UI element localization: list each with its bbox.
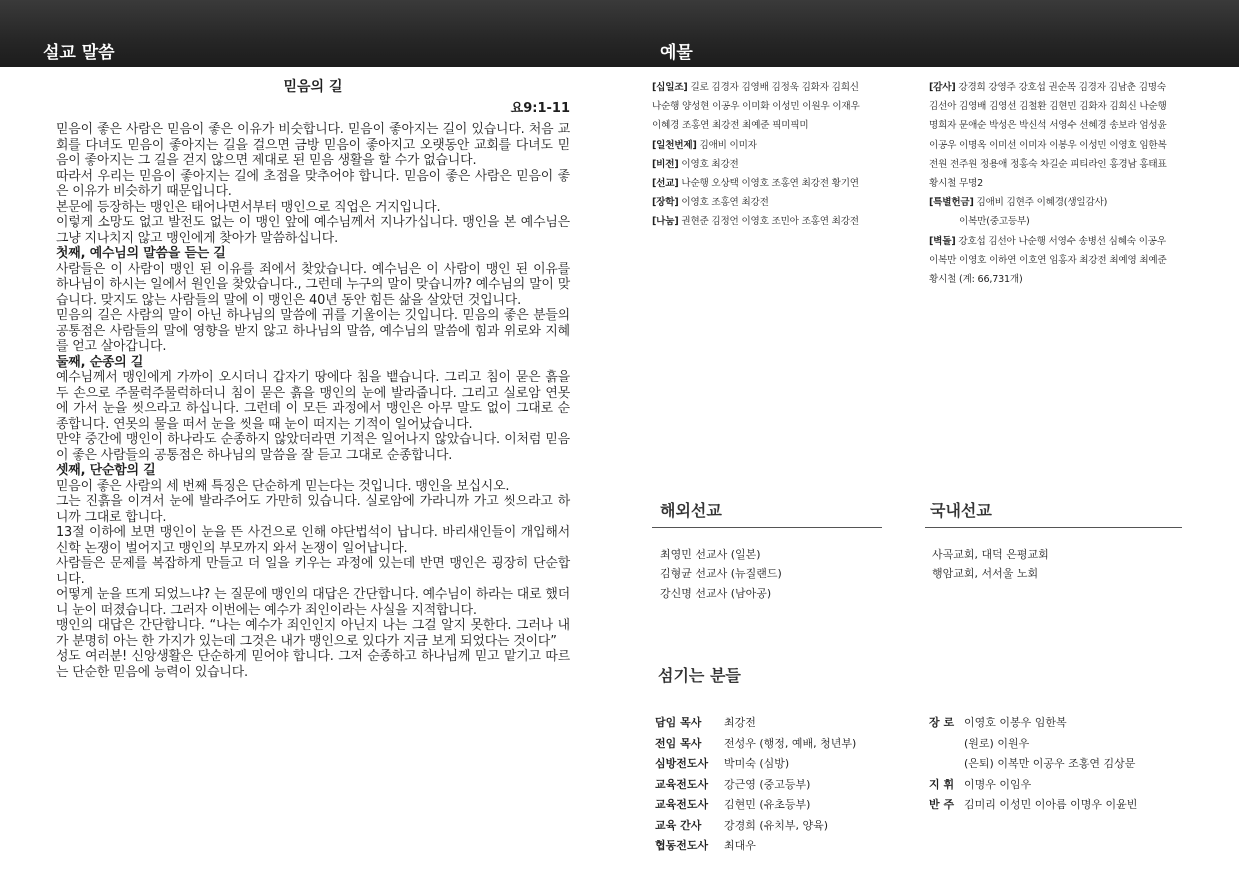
offering-names: 길로 김경자 김영배 김정욱 김화자 김희신 <box>690 82 859 93</box>
offering-names: 김애비 이미자 <box>699 139 757 151</box>
offering-names: 황시철 무명2 <box>929 178 984 190</box>
sermon-paragraph: 예수님께서 맹인에게 가까이 오시더니 갑자기 땅에다 침을 뱉습니다. 그리고 침이 묻은 흙을 두 손으로 주물럭주물럭하더니 침이 묻은 흙을 맹인의 눈에 발라줍니다. 그리고 실로암 연못에 가서 눈을 씻으라고 하십니다. 그런데 이 모든 과정에서 맹인은 아무 말도 없이 그대로 순종합니다. 연못의 물을 떠서 눈을 씻을 때 눈이 떠지는 기적이 일어났습니다. <box>56 370 570 432</box>
offering-row <box>652 212 912 231</box>
staff-role: 심방전도사 <box>655 757 709 770</box>
offering-list-right <box>929 78 1209 289</box>
offering-names: 이복만(중고등부) <box>959 216 1030 228</box>
offering-category: [십일조] <box>652 82 688 93</box>
staff-name: 전성우 (행정, 예배, 청년부) <box>724 736 857 750</box>
offering-row <box>929 136 1209 155</box>
offering-names: 황시철 (계: 66,731개) <box>929 274 1023 286</box>
staff-row <box>929 754 1137 775</box>
staff-name: 강근영 (중고등부) <box>724 777 811 791</box>
staff-name: 김현민 (유초등부) <box>724 798 811 811</box>
staff-row <box>929 734 1137 755</box>
mission-item: 강신명 선교사 (남아공) <box>660 586 772 600</box>
offering-category: [감사] <box>929 82 956 93</box>
offering-row <box>929 174 1209 193</box>
mission-item: 사곡교회, 대덕 은평교회 <box>932 548 1049 561</box>
offering-row <box>652 116 912 135</box>
offering-category: [장학] <box>652 197 679 209</box>
staff-role: 담임 목사 <box>655 716 702 729</box>
sermon-paragraph: 맹인의 대답은 간단합니다. “나는 예수가 죄인인지 아닌지 나는 그걸 알지 못한다. 그러나 내가 분명히 아는 한 가지가 있는데 그것은 내가 맹인으로 있다가 지금 보게 되었다는 것이다” <box>56 618 570 649</box>
sermon-paragraph: 따라서 우리는 믿음이 좋아지는 길에 초점을 맞추어야 합니다. 믿음이 좋은 사람은 믿음이 좋은 이유가 비슷하기 때문입니다. <box>56 168 570 199</box>
staff-name: (원로) 이원우 <box>964 736 1030 750</box>
offering-row <box>652 174 912 193</box>
domestic-mission-title: 국내선교 <box>930 501 992 520</box>
staff-role: 장 로 <box>929 716 955 729</box>
sermon-paragraph: 믿음이 좋은 사람의 세 번째 특징은 단순하게 믿는다는 것입니다. 맹인을 보십시오. <box>56 478 510 494</box>
sermon-title: 믿음의 길 <box>283 79 343 95</box>
offering-category: [비전] <box>652 158 679 170</box>
sermon-paragraph: 본문에 등장하는 맹인은 태어나면서부터 맹인으로 직업은 거지입니다. <box>56 199 441 215</box>
sermon-paragraph: 믿음이 좋은 사람은 믿음이 좋은 이유가 비슷합니다. 믿음이 좋아지는 길이 있습니다. 처음 교회를 다녀도 믿음이 좋아지는 길을 걸으면 금방 믿음이 좋아지고 오랫동안 교회를 다녀도 믿음이 좋아지는 그 길을 걷지 않으면 제대로 된 믿음 생활을 할 수가 없습니다. <box>56 122 570 168</box>
staff-role: 반 주 <box>929 798 955 811</box>
sermon-paragraph: 믿음의 길은 사람의 말이 아닌 하나님의 말씀에 귀를 기울이는 깃입니다. 믿음의 좋은 분들의 공통점은 사람들의 말에 영향을 받지 않고 하나님의 말씀, 예수님의 말씀에 힘과 위로와 지혜를 얻고 살아갑니다. <box>56 308 570 354</box>
staff-role: 교육전도사 <box>655 777 709 791</box>
offering-names: 나순행 양성현 이공우 이미화 이성민 이원우 이재우 <box>652 101 860 113</box>
staff-row <box>655 734 856 755</box>
offering-row <box>652 78 912 97</box>
staff-row <box>929 713 1137 734</box>
staff-name: 이명우 이임우 <box>964 777 1032 791</box>
sermon-paragraph: 어떻게 눈을 뜨게 되었느냐? 는 질문에 맹인의 대답은 간단합니다. 예수님이 하라는 대로 했더니 눈이 떠졌습니다. 그러자 이번에는 예수가 죄인이라는 사실을 지적합니다. <box>56 587 570 618</box>
sermon-paragraph: 만약 중간에 맹인이 하나라도 순종하지 않았더라면 기적은 일어나지 않았습니다. 이처럼 믿음이 좋은 사람들의 공통점은 하나님의 말씀을 잘 듣고 그대로 순종합니다. <box>56 432 570 463</box>
staff-list-left <box>655 713 856 857</box>
offering-names: 이영호 최강전 <box>681 158 739 170</box>
mission-item: 최영민 선교사 (일본) <box>660 548 761 561</box>
staff-name: 김미리 이성민 이아름 이명우 이윤빈 <box>964 798 1138 811</box>
offering-names: 이영호 조홍연 최강전 <box>681 197 769 209</box>
sermon-body <box>56 122 570 680</box>
sermon-column <box>56 76 570 680</box>
offering-names: 나순행 오상택 이영호 조홍연 최강전 황기연 <box>681 178 859 190</box>
overseas-mission-divider <box>652 527 882 528</box>
staff-role: 전임 목사 <box>655 736 702 750</box>
sermon-paragraph: 이렇게 소망도 없고 발전도 없는 이 맹인 앞에 예수님께서 지나가십니다. 맹인을 본 예수님은 그냥 지나치지 않고 맹인에게 찾아가 말씀하십니다. <box>56 215 570 246</box>
offering-section-title: 예물 <box>660 43 693 63</box>
staff-name: 최강전 <box>724 716 756 729</box>
offering-names: 김애비 김현주 이혜경(생일감사) <box>976 197 1108 209</box>
offering-row <box>929 193 1209 212</box>
offering-names: 강경희 강영주 강호섭 권순목 김경자 김남춘 김명숙 <box>958 82 1166 93</box>
offering-category: [일천번제] <box>652 139 697 151</box>
sermon-subheading: 셋째, 단순함의 길 <box>56 463 156 478</box>
sermon-paragraph: 13절 이하에 보면 맹인이 눈을 뜬 사건으로 인해 야단법석이 납니다. 바리새인들이 개입해서 신학 논쟁이 벌어지고 맹인의 부모까지 와서 논쟁이 일어납니다. <box>56 525 570 556</box>
staff-row <box>655 795 856 816</box>
staff-row <box>655 836 856 857</box>
staff-name: 박미숙 (심방) <box>724 757 790 770</box>
offering-names: 강호섭 김선아 나순행 서영수 송병선 심혜숙 이공우 <box>958 235 1166 247</box>
mission-item: 김형균 선교사 (뉴질랜드) <box>660 567 782 581</box>
servants-title: 섬기는 분들 <box>658 666 741 685</box>
staff-role: 교육전도사 <box>655 798 709 811</box>
staff-name: 최대우 <box>724 839 756 852</box>
staff-role: 지 휘 <box>929 777 955 791</box>
sermon-subheading: 첫째, 예수님의 말씀을 듣는 길 <box>56 246 226 261</box>
staff-name: 이영호 이봉우 임한복 <box>964 716 1067 729</box>
sermon-paragraph: 성도 여러분! 신앙생활은 단순하게 믿어야 합니다. 그저 순종하고 하나님께 믿고 맡기고 따르는 단순한 믿음에 능력이 있습니다. <box>56 649 570 680</box>
staff-role: 협동전도사 <box>655 839 709 852</box>
overseas-mission-list <box>660 545 782 603</box>
offering-category: [나눔] <box>652 216 679 228</box>
mission-item: 행암교회, 서서울 노회 <box>932 567 1039 581</box>
staff-row <box>655 775 856 796</box>
staff-list-right <box>929 713 1137 816</box>
offering-names: 전원 전주원 정용애 정홍숙 차길순 피티라인 홍경남 홍태표 <box>929 158 1167 170</box>
offering-row <box>929 155 1209 174</box>
header-bar <box>0 0 1239 67</box>
staff-role: 교육 간사 <box>655 818 702 832</box>
overseas-mission-title: 해외선교 <box>660 501 722 520</box>
offering-row <box>652 155 912 174</box>
offering-row <box>652 193 912 212</box>
offering-list-left <box>652 78 912 232</box>
sermon-paragraph: 사람들은 이 사람이 맹인 된 이유를 죄에서 찾았습니다. 예수님은 이 사람이 맹인 된 이유를 하나님이 하시는 일에서 원인을 찾았습니다., 그런데 누구의 말이 맞습니까? 예수님의 말이 맞습니다. 맞지도 않는 사람들의 말에 이 맹인은 40년 동안 힘든 삶을 살았던 것입니다. <box>56 261 570 308</box>
offering-names: 이복만 이영호 이하연 이호연 임홍자 최강전 최예영 최예준 <box>929 254 1167 266</box>
offering-names: 김선아 김영배 김영선 김철환 김현민 김화자 김희신 나순행 <box>929 101 1167 113</box>
offering-names: 이혜경 조홍연 최강전 최예준 픽미픽미 <box>652 120 809 132</box>
offering-row <box>929 270 1209 289</box>
sermon-paragraph: 사람들은 문제를 복잡하게 만들고 더 일을 키우는 과정에 있는데 반면 맹인은 굉장히 단순합니다. <box>56 556 570 587</box>
offering-names: 권현준 김정언 이영호 조민아 조홍연 최강전 <box>681 216 859 228</box>
sermon-section-title: 설교 말씀 <box>43 43 115 63</box>
offering-category: [벽돌] <box>929 235 956 247</box>
offering-row <box>929 212 1209 231</box>
scripture-reference: 요9:1-11 <box>510 101 570 116</box>
offering-names: 명희자 문애순 박성은 박신석 서영수 선혜경 송보라 엄성윤 <box>929 120 1167 132</box>
offering-row <box>929 232 1209 251</box>
offering-row <box>929 116 1209 135</box>
staff-row <box>929 795 1137 816</box>
offering-category: [선교] <box>652 178 679 190</box>
staff-row <box>929 775 1137 796</box>
staff-row <box>655 754 856 775</box>
staff-row <box>655 816 856 837</box>
staff-name: (은퇴) 이복만 이공우 조홍연 김상문 <box>964 757 1136 770</box>
sermon-subheading: 둘째, 순종의 길 <box>56 354 144 370</box>
offering-category: [특별헌금] <box>929 197 974 209</box>
offering-row <box>929 78 1209 97</box>
staff-row <box>655 713 856 734</box>
offering-row <box>929 97 1209 116</box>
offering-row <box>652 97 912 116</box>
offering-row <box>929 251 1209 270</box>
domestic-mission-divider <box>925 527 1182 528</box>
sermon-paragraph: 그는 진흙을 이겨서 눈에 발라주어도 가만히 있습니다. 실로암에 가라니까 가고 씻으라고 하니까 그대로 합니다. <box>56 494 570 525</box>
offering-names: 이공우 이명옥 이미선 이미자 이봉우 이성민 이영호 임한복 <box>929 139 1167 151</box>
offering-row <box>652 136 912 155</box>
staff-name: 강경희 (유치부, 양육) <box>724 818 829 832</box>
domestic-mission-list <box>932 545 1049 584</box>
